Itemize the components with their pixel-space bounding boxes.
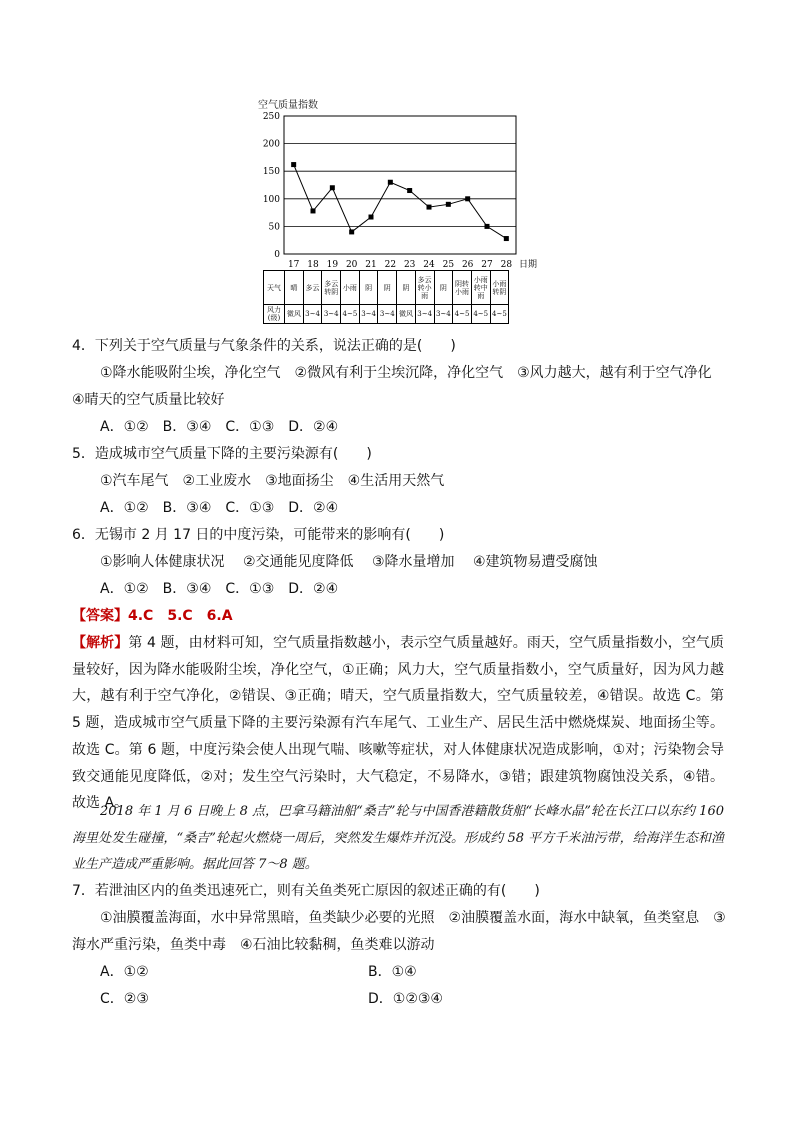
- analysis-label: 【解析】: [72, 635, 129, 651]
- y-tick-label: 0: [274, 250, 280, 260]
- air-quality-chart: [248, 94, 548, 326]
- q7-choice-a: A．①②: [100, 964, 149, 980]
- y-tick-label: 100: [262, 194, 280, 205]
- y-tick-label: 150: [262, 167, 280, 178]
- x-tick-label: 18: [307, 260, 319, 270]
- wind-cell: 微风: [397, 305, 416, 324]
- q4-options-line1: ①降水能吸附尘埃，净化空气 ②微风有利于尘埃沉降，净化空气 ③风力越大，越有利于空气净化: [100, 365, 712, 381]
- data-point: [504, 236, 509, 241]
- x-tick-label: 23: [403, 260, 416, 270]
- q7-choice-c: C．②③: [100, 991, 149, 1007]
- wind-cell: 3~4: [359, 305, 378, 324]
- wind-cell: 4~5: [471, 305, 490, 324]
- weather-cell: 阴: [359, 271, 378, 305]
- q6-choices: A．①② B．③④ C．①③ D．②④: [100, 581, 339, 597]
- x-tick-label: 24: [423, 260, 435, 270]
- data-point: [349, 229, 354, 234]
- weather-cell: 晴: [285, 271, 304, 305]
- q5-stem: 5．造成城市空气质量下降的主要污染源有( ): [72, 446, 372, 462]
- answer-line: [72, 603, 233, 630]
- wind-cell: 4~5: [490, 305, 509, 324]
- q4-options-line2: ④晴天的空气质量比较好: [72, 392, 225, 408]
- x-tick-label: 28: [500, 260, 513, 270]
- wind-cell: 4~5: [341, 305, 360, 324]
- data-point: [485, 224, 490, 229]
- wind-cell: 3~4: [303, 305, 322, 324]
- wind-row-header: 风力(级): [264, 305, 285, 324]
- x-tick-label: 20: [345, 260, 358, 270]
- x-tick-label: 25: [442, 260, 455, 270]
- data-point: [427, 205, 432, 210]
- weather-cell: 阴: [434, 271, 453, 305]
- material-paragraph: 2018 年 1 月 6 日晚上 8 点，巴拿马籍油船“桑吉”轮与中国香港籍散货船“长峰水晶”轮在长江口以东约 160 海里处发生碰撞，“桑吉”轮起火燃烧一周后，突然发生爆炸并沉没。形成约 58 平方千米油污带，给海洋生态和渔业生产造成严重影响。据此回答 7～8 题。: [72, 804, 724, 873]
- weather-cell: 小雨转中雨: [471, 271, 490, 305]
- data-point: [407, 188, 412, 193]
- data-point: [291, 162, 296, 167]
- weather-cell: 多云转小雨: [415, 271, 434, 305]
- analysis-text: 第 4 题，由材料可知，空气质量指数越小，表示空气质量越好。雨天，空气质量指数小，空气质量较好，因为降水能吸附尘埃，净化空气，①正确；风力大，空气质量指数小，空气质量好，因为风力越大，越有利于空气净化，②错误、③正确；晴天，空气质量指数大，空气质量较差，④错误。故选 C。第 5 题，造成城市空气质量下降的主要污染源有汽车尾气、工业生产、居民生活中燃烧煤炭、地面扬尘等。故选 C。第 6 题，中度污染会使人出现气喘、咳嗽等症状，对人体健康状况造成影响，①对；污染物会导致交通能见度降低，②对；发生空气污染时，大气稳定，不易降水，③错；跟建筑物腐蚀没关系，④错。故选 A。: [72, 635, 725, 812]
- x-axis-label: 日期: [519, 260, 538, 270]
- series-line: [294, 165, 507, 239]
- x-tick-label: 21: [365, 260, 377, 270]
- wind-cell: 3~4: [415, 305, 434, 324]
- q4-choices: A．①② B．③④ C．①③ D．②④: [100, 419, 339, 435]
- weather-row-header: 天气: [264, 271, 285, 305]
- q7-options-line2: 海水严重污染，鱼类中毒 ④石油比较黏稠，鱼类难以游动: [72, 937, 435, 953]
- weather-cell: 小雨转阴: [490, 271, 509, 305]
- data-point: [446, 202, 451, 207]
- weather-cell: 阴转小雨: [453, 271, 472, 305]
- y-tick-label: 50: [268, 222, 280, 233]
- wind-cell: 3~4: [434, 305, 453, 324]
- q6-options: ①影响人体健康状况 ②交通能见度降低 ③降水量增加 ④建筑物易遭受腐蚀: [100, 554, 598, 570]
- weather-cell: 阴: [397, 271, 416, 305]
- data-point: [388, 180, 393, 185]
- weather-cell: 多云: [303, 271, 322, 305]
- x-tick-label: 26: [461, 260, 474, 270]
- answer-text: 4.C 5.C 6.A: [128, 608, 233, 624]
- q7-choice-b: B．①④: [368, 964, 417, 980]
- x-tick-label: 27: [481, 260, 493, 270]
- q7-options-line1: ①油膜覆盖海面，水中异常黑暗，鱼类缺少必要的光照 ②油膜覆盖水面，海水中缺氧，鱼类窒息 ③: [100, 910, 726, 926]
- wind-cell: 3~4: [378, 305, 397, 324]
- weather-cell: 多云转阴: [322, 271, 341, 305]
- q6-stem: 6．无锡市 2 月 17 日的中度污染，可能带来的影响有( ): [72, 527, 445, 543]
- x-tick-label: 17: [287, 260, 300, 270]
- q5-options: ①汽车尾气 ②工业废水 ③地面扬尘 ④生活用天然气: [100, 473, 445, 489]
- data-point: [465, 196, 470, 201]
- wind-cell: 4~5: [453, 305, 472, 324]
- x-tick-label: 22: [384, 260, 397, 270]
- weather-cell: 小雨: [341, 271, 360, 305]
- x-tick-label: 19: [326, 260, 339, 270]
- q4-stem: 4．下列关于空气质量与气象条件的关系，说法正确的是( ): [72, 338, 456, 354]
- data-point: [330, 185, 335, 190]
- q5-choices: A．①② B．③④ C．①③ D．②④: [100, 500, 339, 516]
- y-tick-label: 200: [262, 139, 280, 150]
- weather-table: [263, 270, 509, 324]
- data-point: [369, 215, 374, 220]
- chart-title: 空气质量指数: [258, 100, 318, 111]
- data-point: [311, 208, 316, 213]
- wind-cell: 微风: [285, 305, 304, 324]
- answer-label: 【答案】: [72, 608, 128, 624]
- plot-frame: [284, 116, 516, 254]
- weather-cell: 阴: [378, 271, 397, 305]
- analysis-paragraph: [72, 630, 724, 817]
- wind-cell: 3~4: [322, 305, 341, 324]
- chart-svg: [248, 94, 548, 274]
- q7-stem: 7．若泄油区内的鱼类迅速死亡，则有关鱼类死亡原因的叙述正确的有( ): [72, 883, 540, 899]
- q7-choice-d: D．①②③④: [368, 991, 443, 1007]
- y-tick-label: 250: [262, 112, 280, 122]
